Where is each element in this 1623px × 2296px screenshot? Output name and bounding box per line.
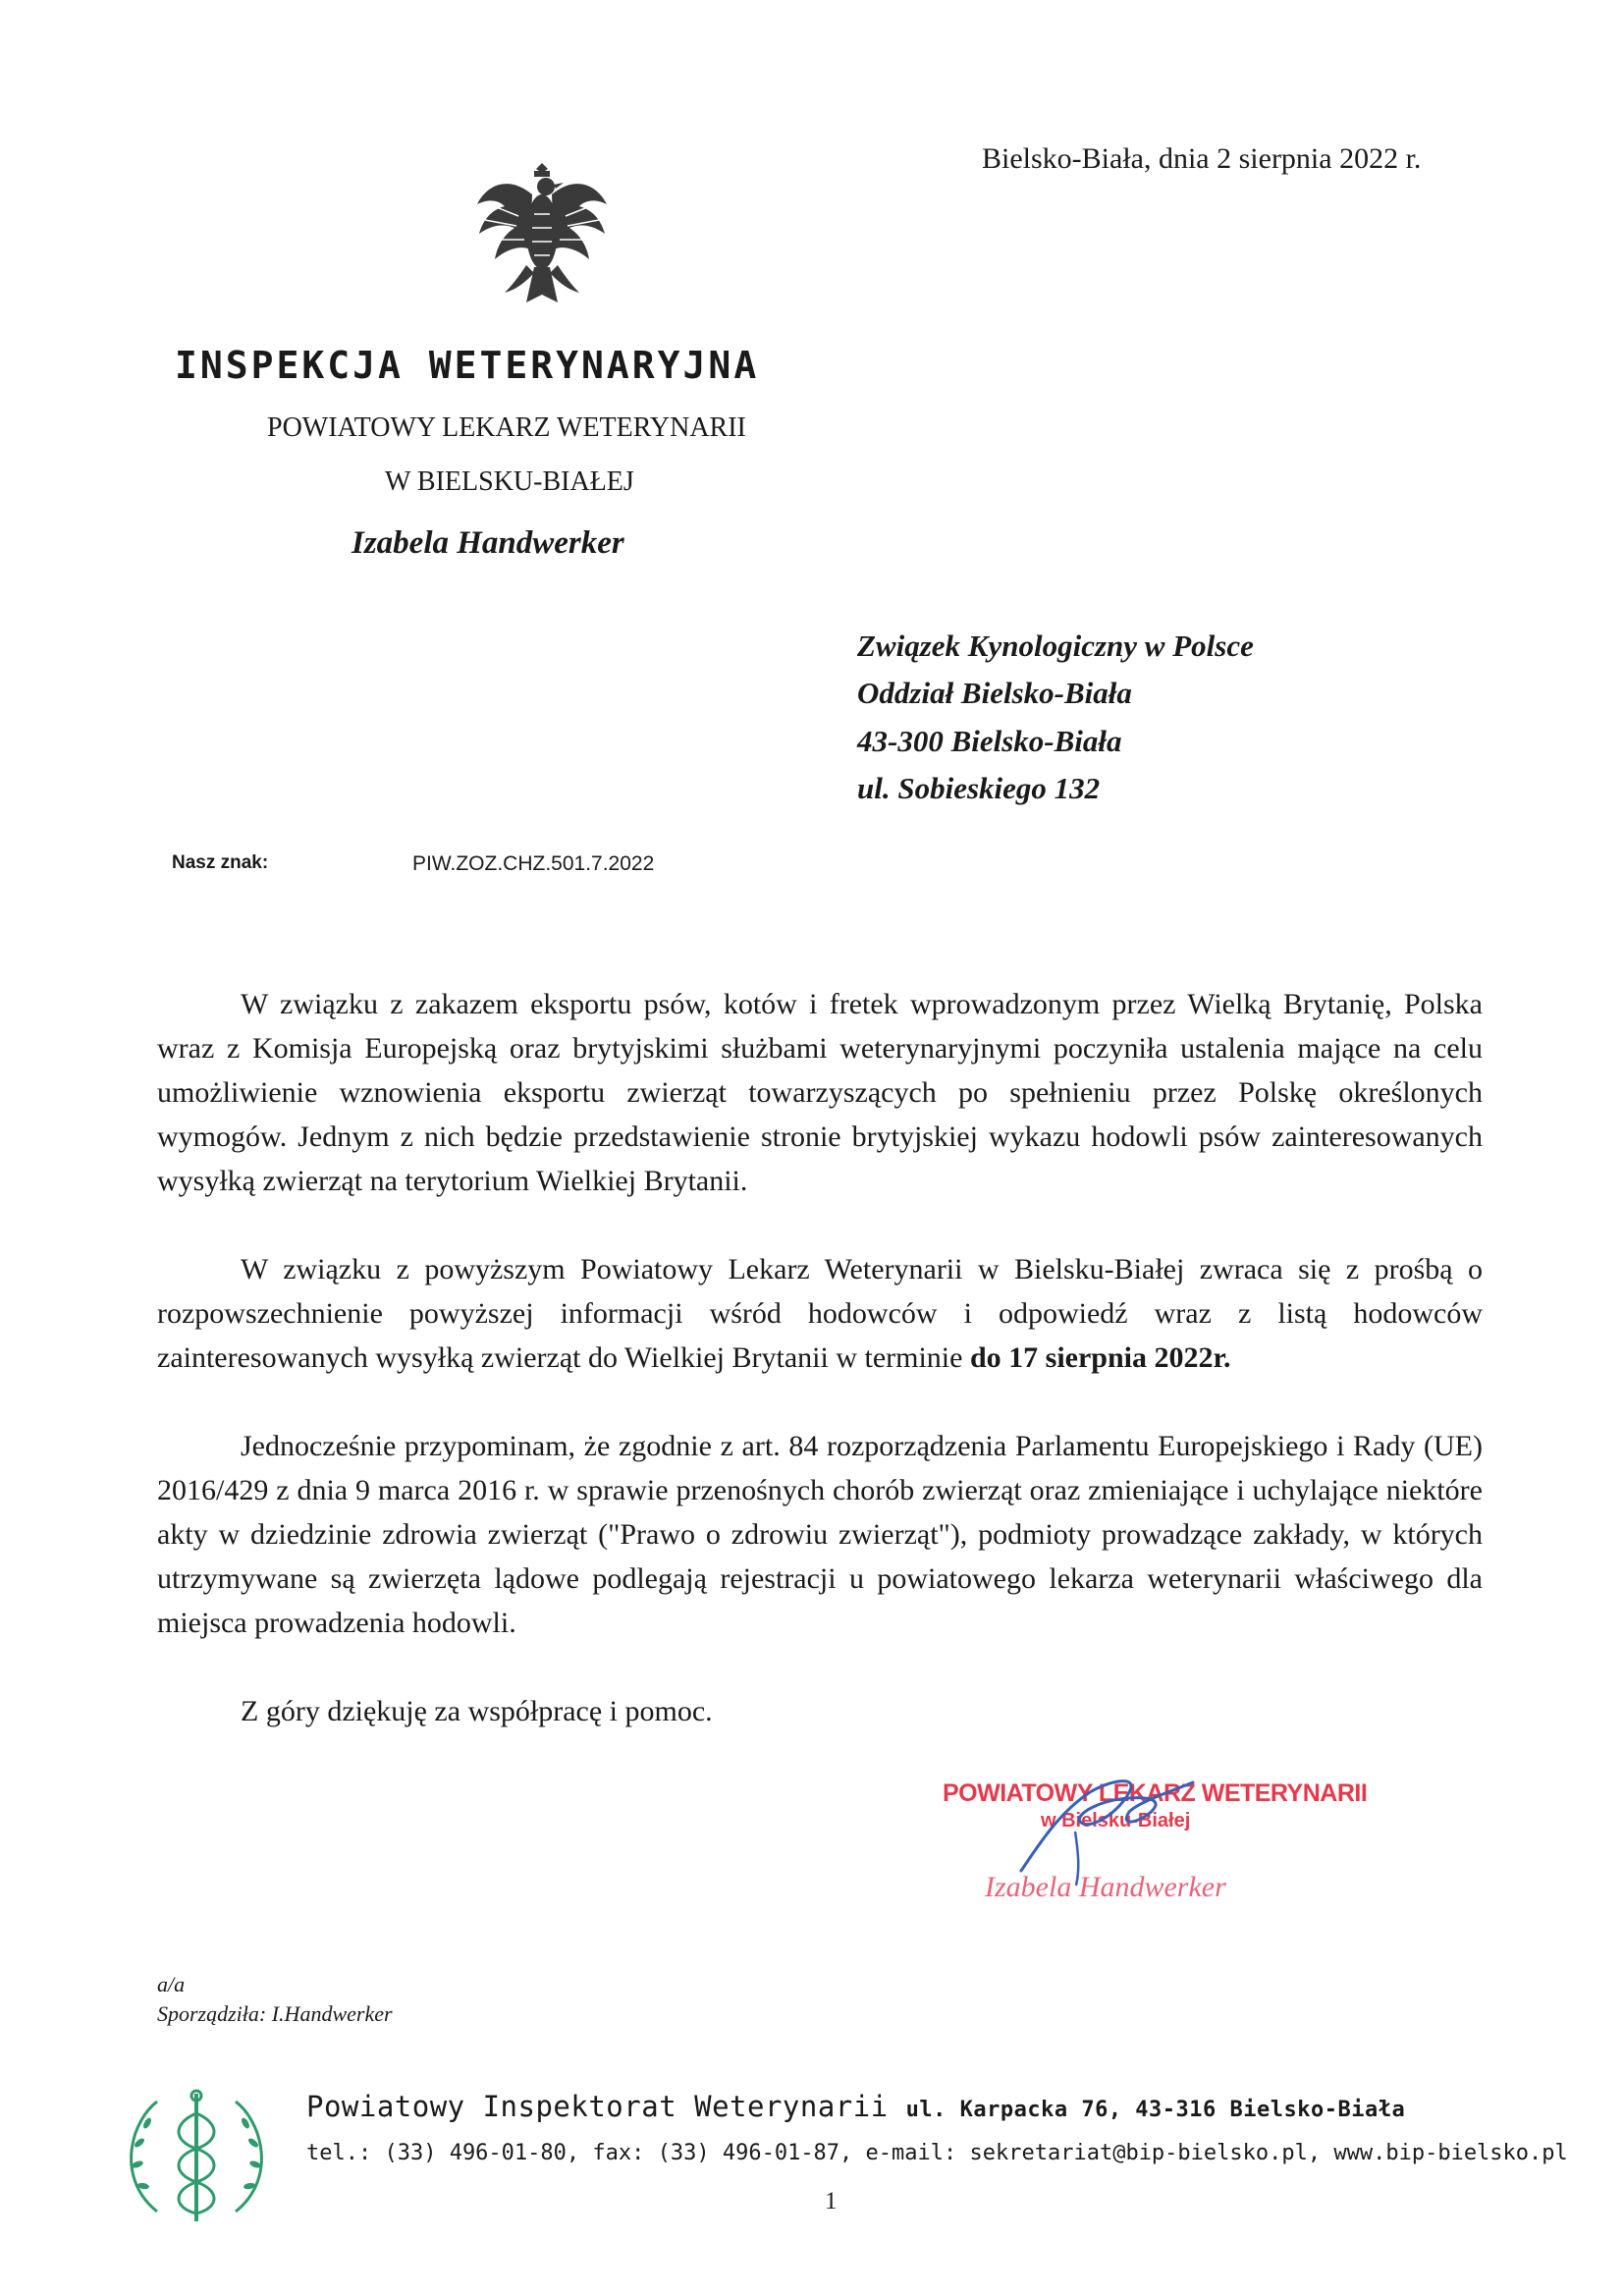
footer-organization [306, 2090, 1405, 2123]
recipient-line: Związek Kynologiczny w Polsce [857, 629, 1254, 663]
handwritten-signature [982, 1753, 1208, 1890]
deadline-date: do 17 sierpnia 2022r. [969, 1341, 1231, 1374]
closing-aa: a/a [157, 1972, 186, 1996]
paragraph-text: W związku z zakazem eksportu psów, kotów i fretek wprowadzonym przez Wielką Brytanię, Polska wraz z Komisja Europejską oraz brytyjskimi służbami weterynaryjnymi poczyniła ustalenia mające na celu umożliwienie wznowienia eksportu zwierząt towarzyszących po spełnieniu przez Polskę określonych wymogów. Jednym z nich będzie przedstawienie stronie brytyjskiej wykazu hodowli psów zainteresowanych wysyłką zwierząt na terytorium Wielkiej Brytanii. [157, 988, 1483, 1197]
body-paragraph-2 [157, 1247, 1483, 1380]
recipient-line: Oddział Bielsko-Biała [857, 676, 1132, 710]
stamp-name: Izabela Handwerker [985, 1871, 1226, 1903]
paragraph-text: W związku z powyższym Powiatowy Lekarz Weterynarii w Bielsku-Białej zwraca się z prośbą o rozpowszechnienie powyższej informacji wśród hodowców i odpowiedź wraz z listą hodowców zainteresowanych wysyłką zwierząt do Wielkiej Brytanii w terminie [157, 1253, 1483, 1374]
institution-subtitle-line2: W BIELSKU-BIAŁEJ [385, 466, 634, 497]
polish-eagle-emblem-icon [469, 155, 615, 312]
institution-title: INSPEKCJA WETERYNARYJNA [175, 344, 760, 387]
recipient-line: 43-300 Bielsko-Biała [857, 724, 1122, 758]
recipient-line: ul. Sobieskiego 132 [857, 771, 1101, 805]
institution-subtitle-line1: POWIATOWY LEKARZ WETERYNARII [267, 412, 746, 443]
stamp-title: POWIATOWY LEKARZ WETERYNARII [943, 1779, 1368, 1807]
page-number: 1 [825, 2188, 838, 2214]
paragraph-text: Jednocześnie przypominam, że zgodnie z art. 84 rozporządzenia Parlamentu Europejskiego i Rady (UE) 2016/429 z dnia 9 marca 2016 r. w sprawie przenośnych chorób zwierząt oraz zmieniające i uchylające niektóre akty w dziedzinie zdrowia zwierząt ("Prawo o zdrowiu zwierząt"), podmioty prowadzące zakłady, w których utrzymywane są zwierzęta lądowe podlegają rejestracji u powiatowego lekarza weterynarii właściwego dla miejsca prowadzenia hodowli. [157, 1430, 1483, 1639]
prepared-by: Sporządziła: I.Handwerker [157, 2001, 393, 2026]
body-paragraph-1 [157, 982, 1483, 1203]
institution-officer-name: Izabela Handwerker [352, 525, 624, 561]
veterinary-caduceus-wreath-logo-icon [118, 2084, 275, 2231]
footer-org-name: Powiatowy Inspektorat Weterynarii [306, 2090, 889, 2123]
body-paragraph-3 [157, 1424, 1483, 1645]
letter-date: Bielsko-Biała, dnia 2 sierpnia 2022 r. [982, 142, 1422, 175]
footer-address: ul. Karpacka 76, 43-316 Bielsko-Biała [905, 2098, 1406, 2122]
reference-number: PIW.ZOZ.CHZ.501.7.2022 [412, 852, 655, 875]
footer-contact: tel.: (33) 496-01-80, fax: (33) 496-01-87, e-mail: sekretariat@bip-bielsko.pl, www.bip-bielsko.pl [306, 2141, 1568, 2165]
body-paragraph-4 [157, 1689, 1483, 1733]
stamp-location: w Bielsku-Białej [1041, 1810, 1191, 1831]
reference-label: Nasz znak: [172, 852, 269, 873]
paragraph-text: Z góry dziękuję za współpracę i pomoc. [241, 1695, 713, 1727]
